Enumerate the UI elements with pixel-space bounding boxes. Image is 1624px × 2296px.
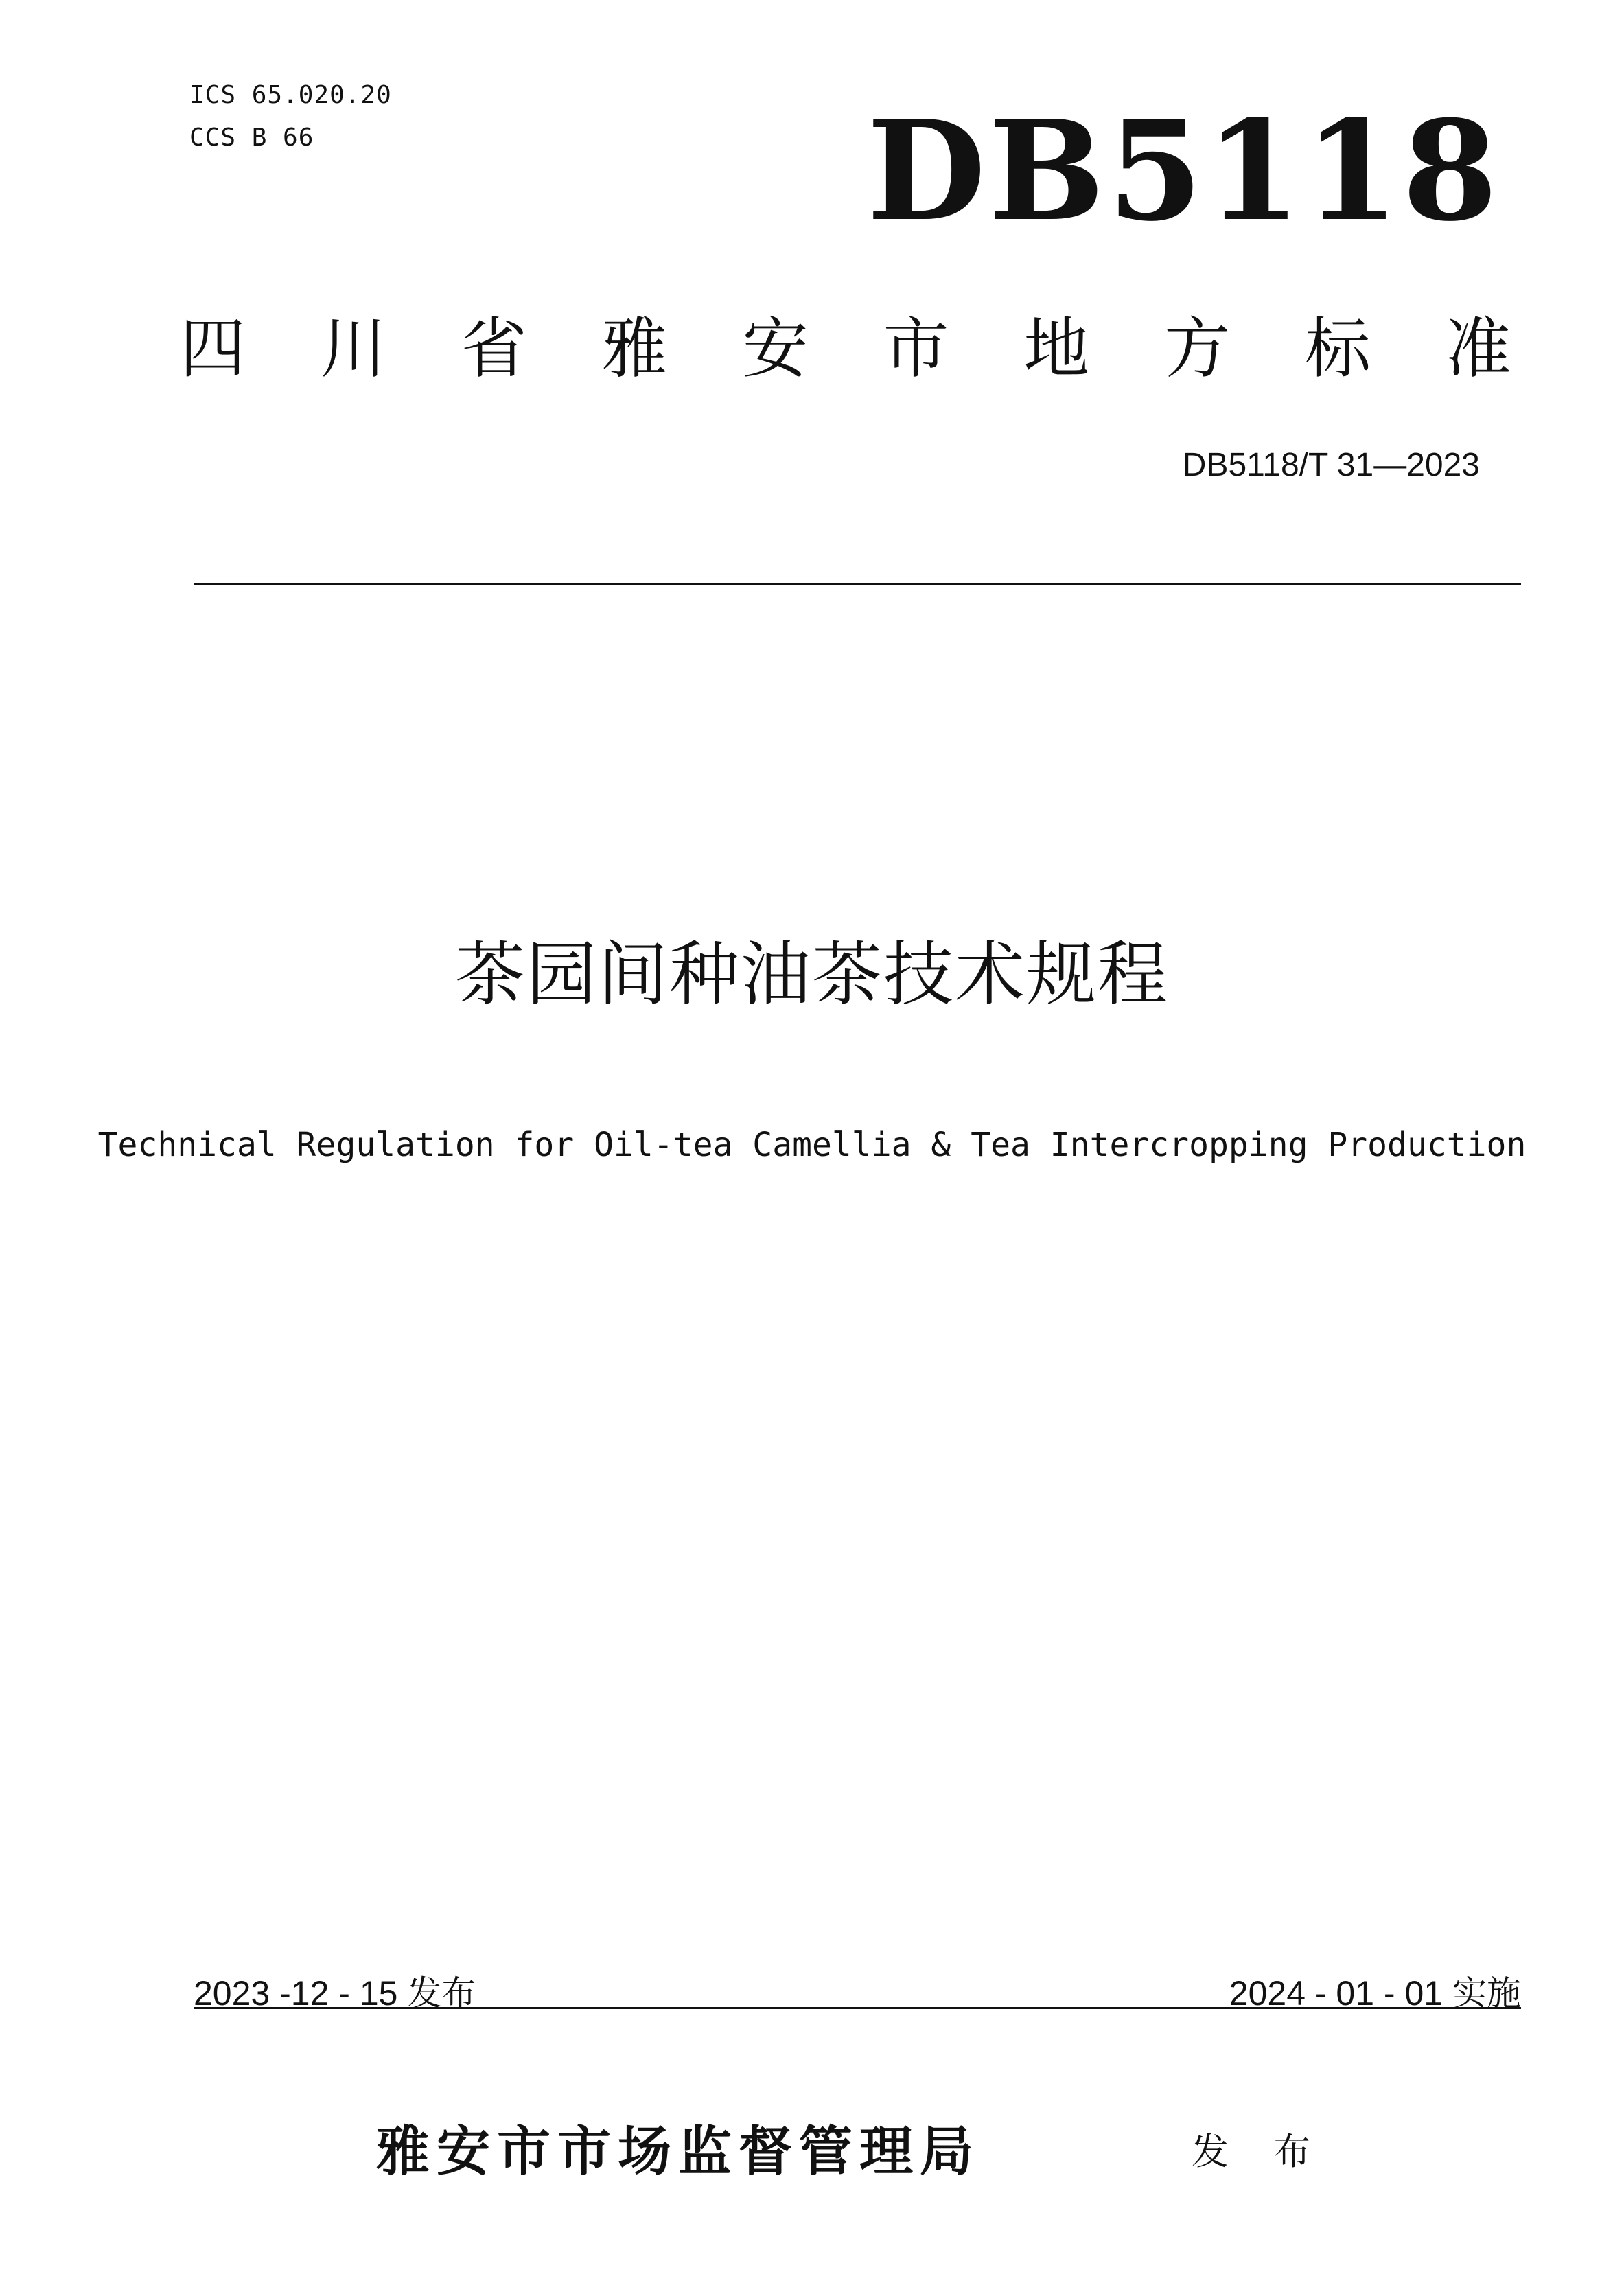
standard-type-char: 方: [1164, 310, 1231, 387]
top-divider: [194, 583, 1521, 585]
implementation-date: 2024 - 01 - 01 实施: [1229, 1974, 1521, 2013]
standard-type-char: 四: [180, 310, 246, 387]
ics-code: ICS 65.020.20: [189, 81, 392, 109]
standard-type-char: 雅: [601, 310, 668, 387]
standard-type-char: 地: [1023, 310, 1090, 387]
issue-date: 2023 -12 - 15 发布: [194, 1974, 476, 2013]
standard-type-char: 准: [1445, 310, 1511, 387]
standard-number: DB5118/T 31—2023: [1182, 447, 1480, 483]
standard-type-char: 省: [461, 310, 527, 387]
standard-type-char: 标: [1305, 310, 1371, 387]
standard-type-char: 安: [742, 310, 809, 387]
standard-type-heading: [180, 310, 1511, 387]
document-title-chinese: 茶园间种油茶技术规程: [455, 934, 1169, 1016]
standard-type-char: 川: [320, 310, 386, 387]
ccs-code: CCS B 66: [189, 124, 314, 152]
issuing-authority: 雅安市市场监督管理局: [376, 2121, 981, 2183]
publish-label: 发 布: [1192, 2130, 1327, 2173]
db-standard-code: DB5118: [866, 91, 1500, 252]
bottom-divider: [194, 2007, 1521, 2009]
standard-type-char: 市: [883, 310, 949, 387]
document-title-english: Technical Regulation for Oil-tea Camellia & Tea Intercropping Production: [97, 1126, 1527, 1164]
